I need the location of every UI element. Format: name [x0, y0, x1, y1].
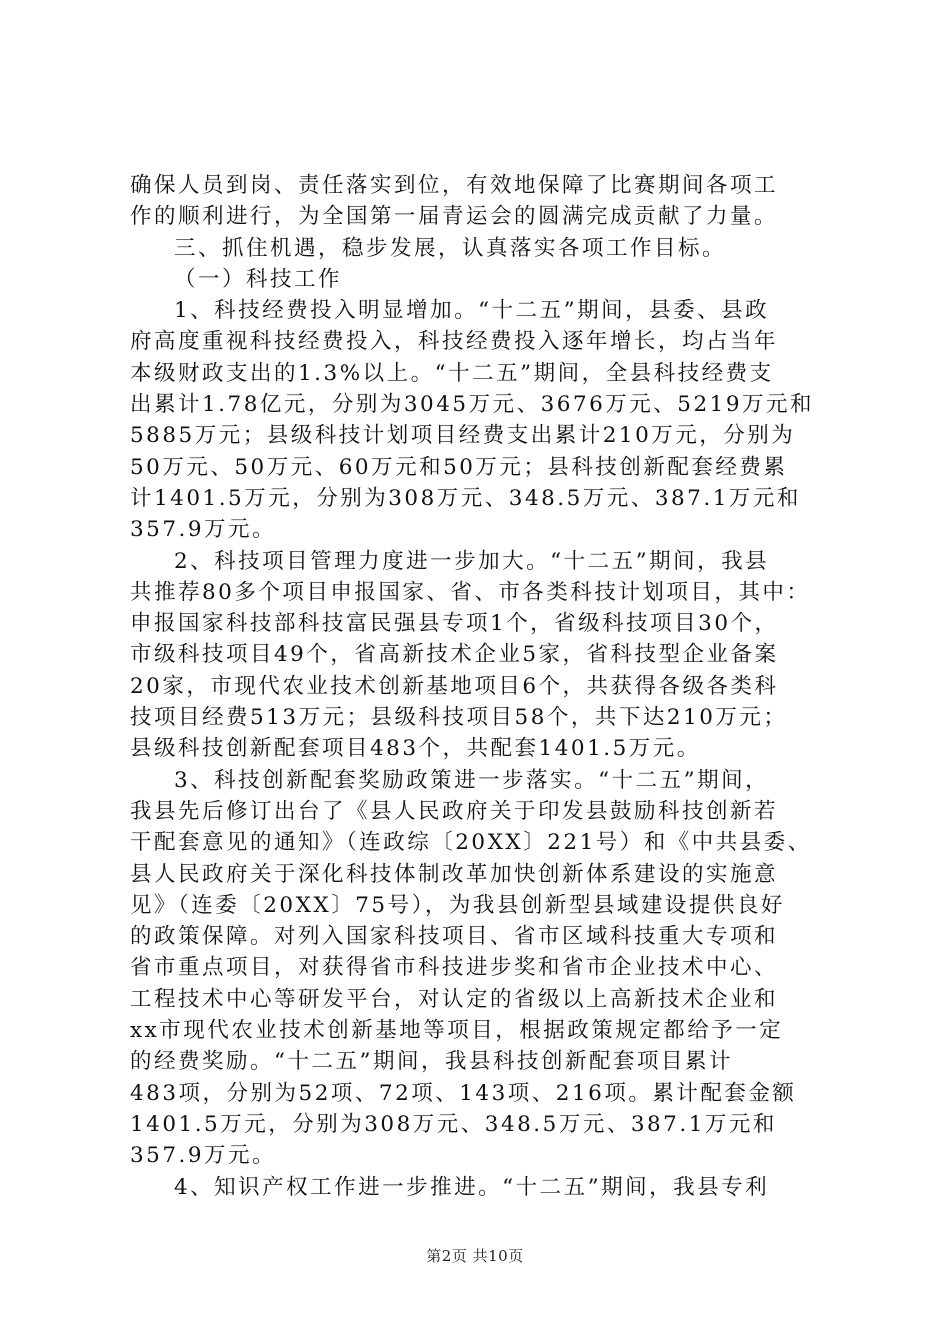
text-line: 见》（连委〔20XX〕75号），为我县创新型县域建设提供良好	[130, 892, 785, 918]
text-line: 我县先后修订出台了《县人民政府关于印发县鼓励科技创新若	[130, 798, 779, 824]
text-line: 技项目经费513万元；县级科技项目58个，共下达210万元；	[130, 705, 788, 731]
text-line: 干配套意见的通知》（连政综〔20XX〕221号）和《中共县委、	[130, 830, 812, 856]
document-body	[130, 170, 835, 1203]
text-line: 计1401.5万元，分别为308万元、348.5万元、387.1万元和	[130, 485, 801, 511]
text-line: 50万元、50万元、60万元和50万元；县科技创新配套经费累	[130, 454, 788, 480]
text-line: 确保人员到岗、责任落实到位，有效地保障了比赛期间各项工	[130, 173, 779, 198]
text-line: 本级财政支出的1.3%以上。“十二五”期间，全县科技经费支	[130, 360, 774, 386]
text-line: 5885万元；县级科技计划项目经费支出累计210万元，分别为	[130, 423, 796, 449]
text-line: 1401.5万元，分别为308万元、348.5万元、387.1万元和	[130, 1111, 777, 1137]
text-line: 357.9万元。	[130, 517, 277, 543]
text-line: 出累计1.78亿元，分别为3045万元、3676万元、5219万元和	[130, 392, 815, 418]
paragraph-start: 2、科技项目管理力度进一步加大。“十二五”期间，我县	[174, 548, 770, 574]
paragraph-start: 3、科技创新配套奖励政策进一步落实。“十二五”期间，	[174, 767, 770, 793]
text-line: 县人民政府关于深化科技体制改革加快创新体系建设的实施意	[130, 861, 779, 887]
text-line: 市级科技项目49个，省高新技术企业5家，省科技型企业备案	[130, 642, 779, 668]
text-line: 作的顺利进行，为全国第一届青运会的圆满完成贡献了力量。	[130, 204, 779, 230]
section-heading: 三、抓住机遇，稳步发展，认真落实各项工作目标。	[174, 235, 727, 261]
subsection-heading: （一）科技工作	[174, 266, 343, 292]
text-line: 府高度重视科技经费投入，科技经费投入逐年增长，均占当年	[130, 329, 779, 355]
text-line: 县级科技创新配套项目483个，共配套1401.5万元。	[130, 736, 701, 762]
text-line: 357.9万元。	[130, 1143, 277, 1169]
text-line: 申报国家科技部科技富民强县专项1个，省级科技项目30个，	[130, 611, 779, 637]
page-number-footer: 第2页 共10页	[426, 1247, 524, 1265]
text-line: 的政策保障。对列入国家科技项目、省市区域科技重大专项和	[130, 924, 779, 950]
paragraph-start: 1、科技经费投入明显增加。“十二五”期间，县委、县政	[174, 298, 770, 324]
text-line: 20家，市现代农业技术创新基地项目6个，共获得各级各类科	[130, 673, 779, 699]
text-line: 工程技术中心等研发平台，对认定的省级以上高新技术企业和	[130, 986, 779, 1012]
text-line: 省市重点项目，对获得省市科技进步奖和省市企业技术中心、	[130, 955, 779, 981]
text-line: 共推荐80多个项目申报国家、省、市各类科技计划项目，其中：	[130, 579, 811, 605]
paragraph-start: 4、知识产权工作进一步推进。“十二五”期间，我县专利	[174, 1174, 770, 1200]
text-line: 的经费奖励。“十二五”期间，我县科技创新配套项目累计	[130, 1049, 733, 1075]
text-line: xx市现代农业技术创新基地等项目，根据政策规定都给予一定	[130, 1018, 784, 1044]
text-line: 483项，分别为52项、72项、143项、216项。累计配套金额	[130, 1080, 797, 1106]
